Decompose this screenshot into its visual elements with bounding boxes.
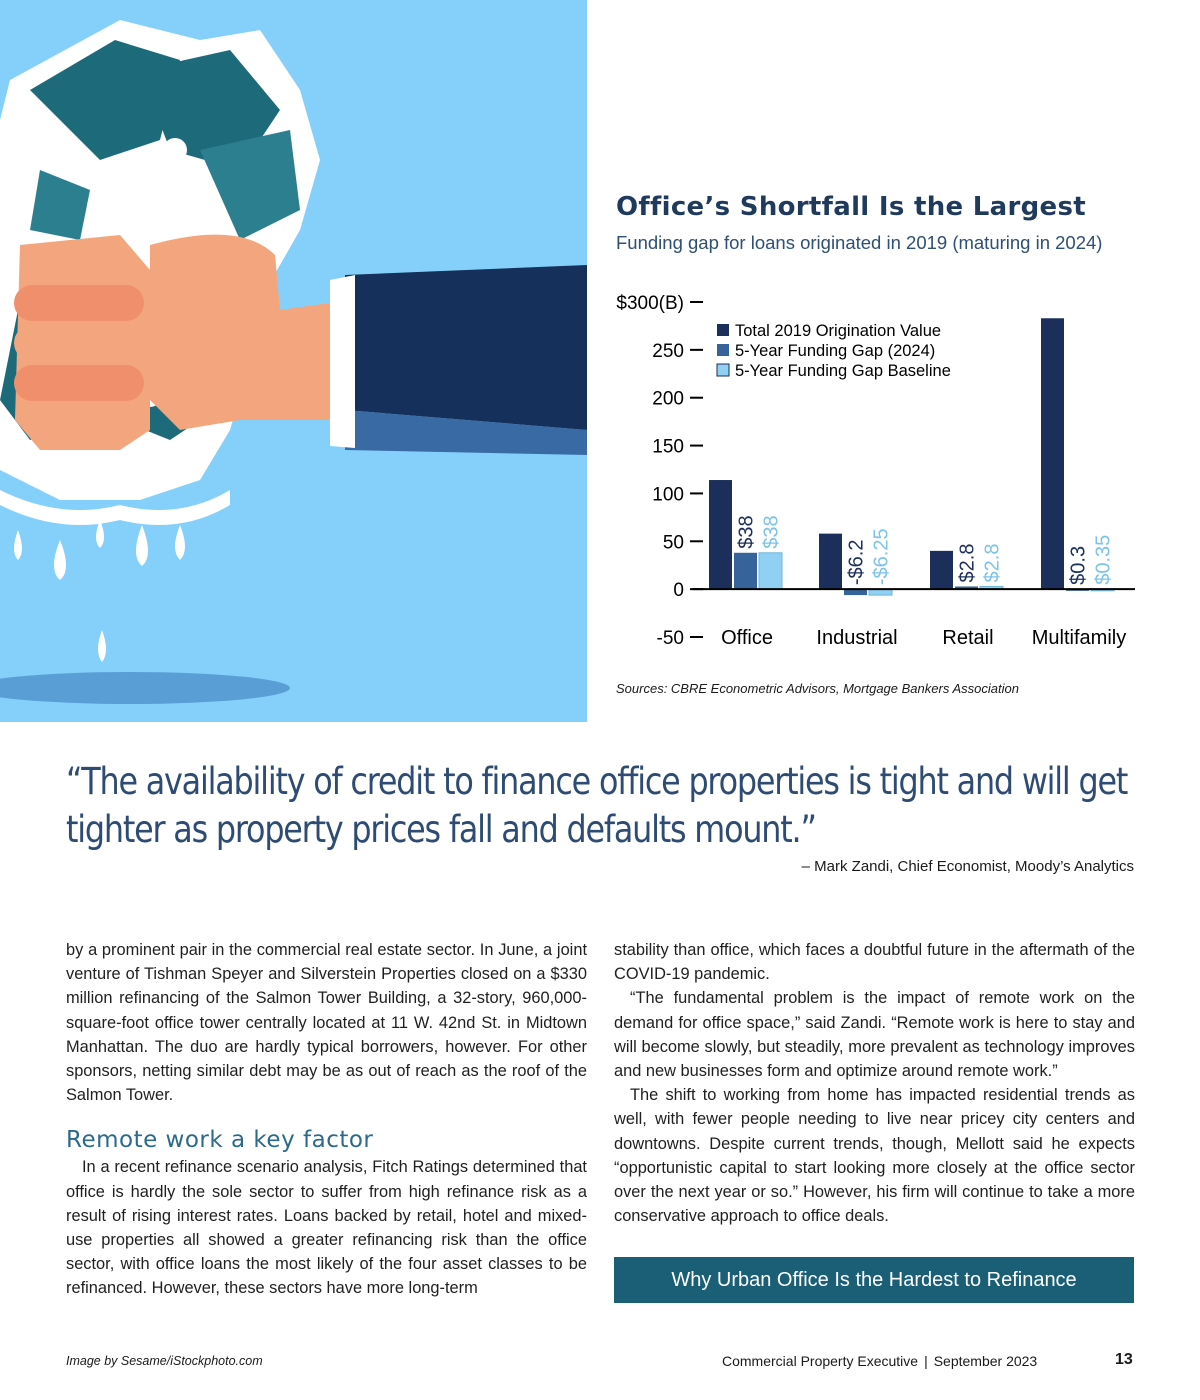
quote-attribution: – Mark Zandi, Chief Economist, Moody’s Analytics	[801, 858, 1134, 875]
y-tick-label: 250	[652, 340, 684, 362]
article-paragraph: The shift to working from home has impacted residential trends as well, with fewer people needing to live near pricey city centers and downtowns. Despite current trends, though, Mellott said he expects “opportunistic capital to start looking more closely at the office sector over the next year or so.” However, his firm will continue to take a more conservative approach to office deals.	[614, 1086, 1135, 1226]
bar-office-series-1	[709, 480, 732, 589]
sidebar-banner[interactable]: Why Urban Office Is the Hardest to Refinance	[614, 1257, 1134, 1303]
legend-label: 5-Year Funding Gap Baseline	[735, 362, 951, 380]
bar-value-label: $38	[735, 515, 758, 549]
article-paragraph: stability than office, which faces a doubtful future in the aftermath of the COVID-19 pandemic.	[614, 941, 1135, 984]
bar-value-label: -$6.25	[870, 528, 893, 586]
hero-illustration	[0, 0, 587, 722]
y-tick-label: 200	[652, 388, 684, 410]
image-credit: Image by Sesame/iStockphoto.com	[66, 1354, 263, 1368]
chart-sources: Sources: CBRE Econometric Advisors, Mortgage Bankers Association	[616, 681, 1019, 696]
y-tick-label: -50	[656, 628, 684, 649]
article-paragraph: by a prominent pair in the commercial real estate sector. In June, a joint venture of Tishman Speyer and Silverstein Properties closed on a $330 million refinancing of the Salmon Tower Building, a 32-story, 960,000-square-foot office tower centrally located at 11 W. 42nd St. in Midtown Manhattan. The duo are hardly typical borrowers, however. For other sponsors, netting similar debt may be as out of reach as the roof of the Salmon Tower.	[66, 941, 587, 1105]
publication-date: September 2023	[933, 1353, 1038, 1369]
chart-legend	[717, 322, 951, 380]
x-tick-label: Industrial	[816, 627, 898, 649]
footer-separator: |	[924, 1353, 928, 1369]
bar-value-label: $2.8	[981, 543, 1004, 583]
y-tick-label: 150	[652, 436, 684, 458]
article-column-left	[66, 938, 587, 1301]
legend-swatch	[717, 344, 729, 356]
x-tick-label: Office	[721, 627, 773, 649]
y-tick-label: $300(B)	[616, 293, 684, 314]
article-paragraph: “The fundamental problem is the impact of remote work on the demand for office space,” said Zandi. “Remote work is here to stay and will become slowly, but steadily, more prevalent as technology improves and new businesses form and optimize around remote work.”	[614, 989, 1135, 1081]
y-tick-label: 100	[652, 484, 684, 506]
section-heading: Remote work a key factor	[66, 1127, 374, 1154]
bar-value-label: $38	[760, 515, 783, 549]
x-axis-labels	[721, 627, 1126, 649]
y-tick-label: 50	[662, 532, 684, 554]
bar-retail-series-1	[930, 551, 953, 589]
page-number: 13	[1115, 1351, 1133, 1368]
footer-publication	[722, 1353, 1037, 1369]
bar-value-label: $0.35	[1092, 534, 1115, 585]
article-paragraph: In a recent refinance scenario analysis, Fitch Ratings determined that office is hardly the sole sector to suffer from high refinance risk as a result of rising interest rates. Loans backed by retail, hotel and mixed-use properties all showed a greater refinancing risk than the office sector, with office loans the most likely of the four asset classes to be refinanced. However, these sectors have more long-term	[66, 1158, 587, 1298]
article-column-right	[614, 938, 1135, 1228]
x-tick-label: Multifamily	[1031, 627, 1127, 649]
hand-squeezing-money-illustration	[0, 0, 587, 722]
chart-subtitle: Funding gap for loans originated in 2019 (maturing in 2024)	[616, 232, 1103, 253]
chart-title: Office’s Shortfall Is the Largest	[616, 192, 1086, 222]
bar-value-label: -$6.2	[845, 539, 868, 586]
bar-value-label: $0.3	[1067, 545, 1090, 585]
bar-value-label: $2.8	[956, 543, 979, 583]
bar-office-series-2	[734, 553, 757, 589]
y-tick-label: 0	[673, 580, 684, 602]
publication-name: Commercial Property Executive	[722, 1353, 919, 1369]
legend-label: Total 2019 Origination Value	[735, 322, 942, 340]
bar-multifamily-series-1	[1041, 318, 1064, 589]
legend-label: 5-Year Funding Gap (2024)	[735, 342, 936, 360]
legend-swatch	[717, 364, 729, 376]
legend-swatch	[717, 324, 729, 336]
y-axis	[616, 293, 703, 649]
bar-industrial-series-1	[819, 534, 842, 590]
pull-quote: “The availability of credit to finance office properties is tight and will get tighter as property prices fall and defaults mount.”	[66, 760, 1128, 851]
bar-office-series-3	[759, 553, 782, 589]
funding-gap-bar-chart	[600, 280, 1160, 670]
x-tick-label: Retail	[942, 627, 994, 649]
